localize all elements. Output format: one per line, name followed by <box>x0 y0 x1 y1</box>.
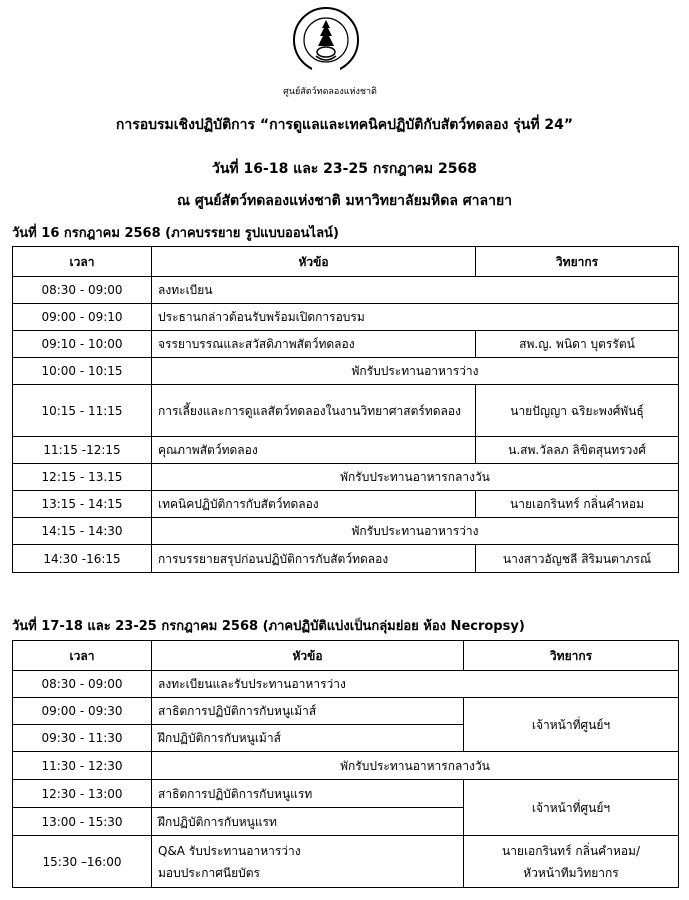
row-topic: การเลี้ยงและการดูแลสัตว์ทดลองในงานวิทยาศาสตร์ทดลอง <box>152 385 476 437</box>
row-topic: ประธานกล่าวต้อนรับพร้อมเปิดการอบรม <box>152 304 679 331</box>
event-venue: ณ ศูนย์สัตว์ทดลองแห่งชาติ มหาวิทยาลัยมหิดล ศาลายา <box>176 193 513 209</box>
table-row <box>13 836 679 888</box>
logo-caption: ศูนย์สัตว์ทดลองแห่งชาติ <box>283 87 377 97</box>
day2-heading: วันที่ 17-18 และ 23-25 กรกฎาคม 2568 (ภาคปฏิบัติแบ่งเป็นกลุ่มย่อย ห้อง Necropsy) <box>12 619 525 634</box>
row-topic: การบรรยายสรุปก่อนปฏิบัติการกับสัตว์ทดลอง <box>152 545 476 573</box>
row-speaker: นางสาวอัญชลี สิริมนตาภรณ์ <box>476 545 679 573</box>
speaker-line: หัวหน้าทีมวิทยากร <box>523 865 619 880</box>
row-topic: สาธิตการปฏิบัติการกับหนูแรท <box>152 780 464 808</box>
merged-speaker-staff: เจ้าหน้าที่ศูนย์ฯ <box>464 698 679 752</box>
row-speaker <box>464 836 679 888</box>
column-header-topic: หัวข้อ <box>152 247 476 277</box>
day1-heading: วันที่ 16 กรกฎาคม 2568 (ภาคบรรยาย รูปแบบออนไลน์) <box>12 226 339 241</box>
merged-speaker-staff: เจ้าหน้าที่ศูนย์ฯ <box>464 780 679 836</box>
row-time: 09:10 - 10:00 <box>13 331 152 358</box>
row-topic: สาธิตการปฏิบัติการกับหนูเม้าส์ <box>152 698 464 725</box>
row-time: 14:15 - 14:30 <box>13 518 152 545</box>
row-topic: จรรยาบรรณและสวัสดิภาพสัตว์ทดลอง <box>152 331 476 358</box>
column-header-speaker: วิทยากร <box>476 247 679 277</box>
row-topic: ฝึกปฏิบัติการกับหนูเม้าส์ <box>152 725 464 752</box>
row-speaker: นายเอกรินทร์ กลิ่นคำหอม <box>476 491 679 518</box>
page-title: การอบรมเชิงปฏิบัติการ “การดูแลและเทคนิคปฏิบัติกับสัตว์ทดลอง รุ่นที่ 24” <box>115 117 574 133</box>
event-dates: วันที่ 16-18 และ 23-25 กรกฎาคม 2568 <box>212 161 477 177</box>
speaker-line: นายเอกรินทร์ กลิ่นคำหอม/ <box>501 843 641 858</box>
table-row-break <box>13 518 679 545</box>
row-break: พักรับประทานอาหารกลางวัน <box>152 752 679 780</box>
table-row <box>13 331 679 358</box>
table-row <box>13 277 679 304</box>
row-time: 10:00 - 10:15 <box>13 358 152 385</box>
table-row-break <box>13 752 679 780</box>
row-speaker: น.สพ.วัลลภ ลิขิตสุนทรวงศ์ <box>476 437 679 464</box>
table-row <box>13 385 679 437</box>
row-topic: เทคนิคปฏิบัติการกับสัตว์ทดลอง <box>152 491 476 518</box>
table-row-break <box>13 464 679 491</box>
row-time: 15:30 –16:00 <box>13 836 152 888</box>
column-header-time: เวลา <box>13 641 152 671</box>
table-row <box>13 304 679 331</box>
table-row <box>13 671 679 698</box>
row-time: 08:30 - 09:00 <box>13 277 152 304</box>
row-break: พักรับประทานอาหารกลางวัน <box>152 464 679 491</box>
table-header-row <box>13 641 679 671</box>
row-time: 12:15 - 13.15 <box>13 464 152 491</box>
row-topic <box>152 836 464 888</box>
topic-line: Q&A รับประทานอาหารว่าง <box>158 843 301 858</box>
row-time: 14:30 -16:15 <box>13 545 152 573</box>
table-row-break <box>13 358 679 385</box>
row-time: 12:30 - 13:00 <box>13 780 152 808</box>
row-time: 09:30 - 11:30 <box>13 725 152 752</box>
table-row <box>13 437 679 464</box>
row-topic: คุณภาพสัตว์ทดลอง <box>152 437 476 464</box>
row-time: 10:15 - 11:15 <box>13 385 152 437</box>
column-header-time: เวลา <box>13 247 152 277</box>
table-row <box>13 780 679 808</box>
row-break: พักรับประทานอาหารว่าง <box>152 358 679 385</box>
row-time: 13:15 - 14:15 <box>13 491 152 518</box>
row-time: 08:30 - 09:00 <box>13 671 152 698</box>
column-header-topic: หัวข้อ <box>152 641 464 671</box>
row-time: 09:00 - 09:10 <box>13 304 152 331</box>
day1-schedule-table <box>12 246 679 573</box>
row-time: 11:15 -12:15 <box>13 437 152 464</box>
mahidol-university-logo <box>292 6 360 78</box>
row-topic: ฝึกปฏิบัติการกับหนูแรท <box>152 808 464 836</box>
row-time: 13:00 - 15:30 <box>13 808 152 836</box>
row-speaker: นายปัญญา ฉริยะพงศ์พันธุ์ <box>476 385 679 437</box>
row-time: 11:30 - 12:30 <box>13 752 152 780</box>
row-break: พักรับประทานอาหารว่าง <box>152 518 679 545</box>
table-header-row <box>13 247 679 277</box>
row-speaker: สพ.ญ. พนิดา บุตรรัตน์ <box>476 331 679 358</box>
column-header-speaker: วิทยากร <box>464 641 679 671</box>
topic-line: มอบประกาศนียบัตร <box>158 865 260 880</box>
row-topic: ลงทะเบียน <box>152 277 679 304</box>
day2-schedule-table <box>12 640 679 888</box>
row-time: 09:00 - 09:30 <box>13 698 152 725</box>
table-row <box>13 491 679 518</box>
table-row <box>13 698 679 725</box>
table-row <box>13 545 679 573</box>
row-topic: ลงทะเบียนและรับประทานอาหารว่าง <box>152 671 679 698</box>
